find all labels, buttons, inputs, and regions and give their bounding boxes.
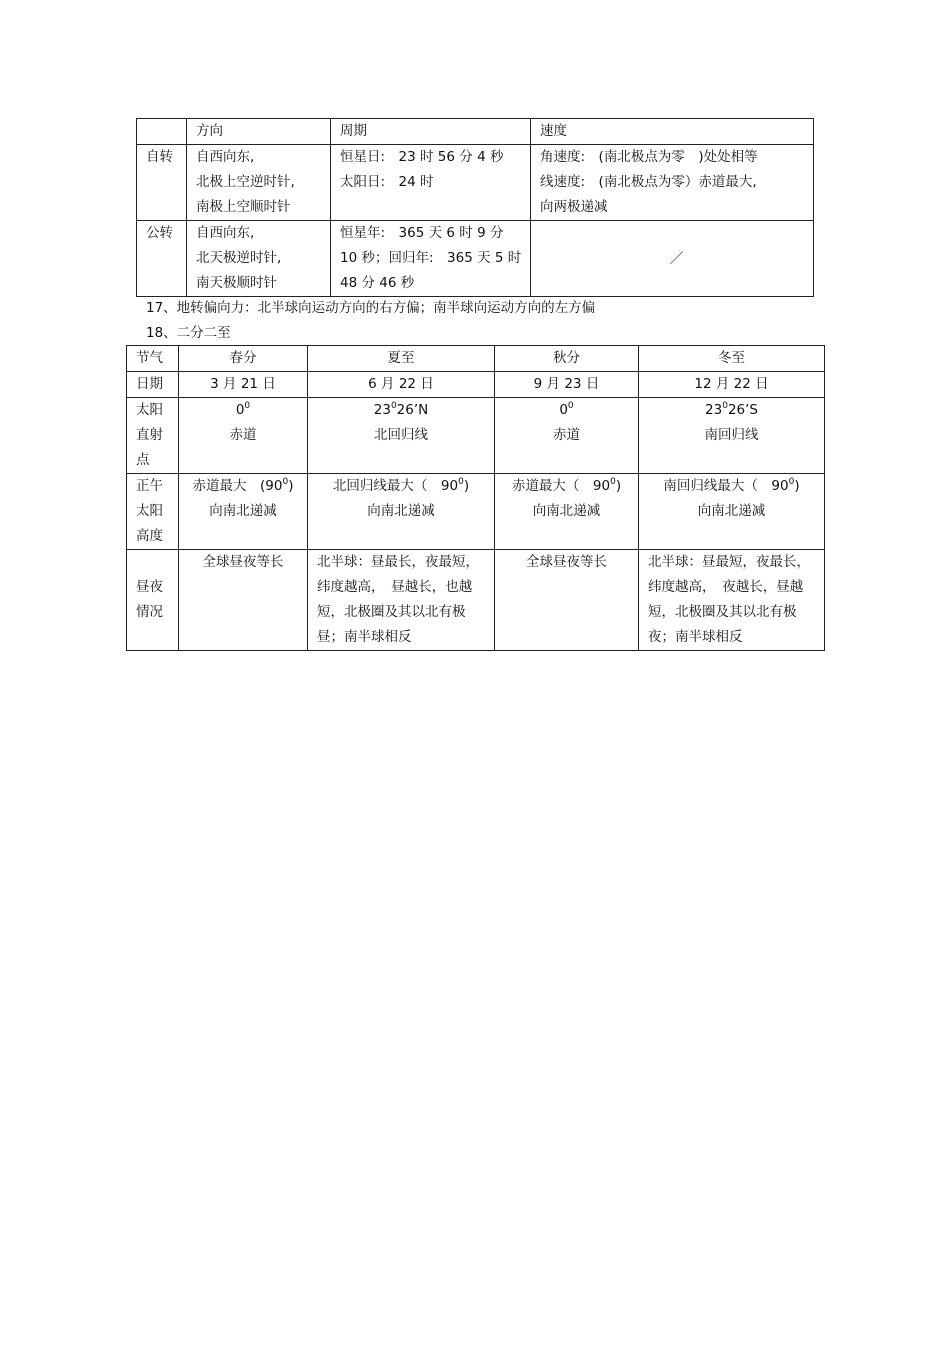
table-row	[127, 474, 825, 550]
table-row	[127, 372, 825, 398]
header-cell	[137, 119, 187, 145]
altitude-cell: 南回归线最大（ $90^0$) 向南北递减	[639, 474, 825, 550]
header-cell: 节气	[127, 346, 179, 372]
day-night-cell: 全球昼夜等长	[179, 550, 308, 651]
speed-cell: 角速度: (南北极点为零 )处处相等 线速度: (南北极点为零）赤道最大, 向两极递减	[531, 145, 814, 221]
altitude-cell: 北回归线最大（ $90^0$) 向南北递减	[308, 474, 495, 550]
table-header-row	[137, 119, 814, 145]
row-label: 自转	[137, 145, 187, 221]
table-row	[127, 550, 825, 651]
day-night-cell: 北半球：昼最长，夜最短，纬度越高， 昼越长，也越短，北极圈及其以北有极昼；南半球相反	[308, 550, 495, 651]
row-label: 公转	[137, 221, 187, 297]
header-cell: 速度	[531, 119, 814, 145]
header-cell: 秋分	[495, 346, 639, 372]
altitude-cell: 赤道最大（ $90^0$) 向南北递减	[495, 474, 639, 550]
header-cell: 夏至	[308, 346, 495, 372]
period-cell: 恒星年: 365 天 6 时 9 分 10 秒；回归年: 365 天 5 时 48 分 46 秒	[331, 221, 531, 297]
date-cell: 9 月 23 日	[495, 372, 639, 398]
row-label: 太阳 直射 点	[127, 398, 179, 474]
period-cell: 恒星日: 23 时 56 分 4 秒 太阳日: 24 时	[331, 145, 531, 221]
row-label: 日期	[127, 372, 179, 398]
direct-point-cell: $0^0$ 赤道	[179, 398, 308, 474]
direct-point-cell: $23^026’S$ 南回归线	[639, 398, 825, 474]
paragraph-18: 18、二分二至	[146, 325, 231, 341]
table-row	[137, 145, 814, 221]
altitude-cell: 赤道最大 $(90^0)$ 向南北递减	[179, 474, 308, 550]
header-cell: 冬至	[639, 346, 825, 372]
date-cell: 6 月 22 日	[308, 372, 495, 398]
header-cell: 周期	[331, 119, 531, 145]
day-night-cell: 全球昼夜等长	[495, 550, 639, 651]
direct-point-cell: $0^0$ 赤道	[495, 398, 639, 474]
table-row	[127, 398, 825, 474]
date-cell: 12 月 22 日	[639, 372, 825, 398]
header-cell: 春分	[179, 346, 308, 372]
header-cell: 方向	[187, 119, 331, 145]
direction-cell: 自西向东, 北极上空逆时针, 南极上空顺时针	[187, 145, 331, 221]
date-cell: 3 月 21 日	[179, 372, 308, 398]
table-row	[137, 221, 814, 297]
row-label: 昼夜 情况	[127, 550, 179, 651]
equinox-solstice-table	[126, 345, 825, 651]
row-label: 正午 太阳 高度	[127, 474, 179, 550]
table-header-row	[127, 346, 825, 372]
paragraph-17: 17、地转偏向力：北半球向运动方向的右方偏；南半球向运动方向的左方偏	[146, 300, 596, 316]
direction-cell: 自西向东, 北天极逆时针, 南天极顺时针	[187, 221, 331, 297]
day-night-cell: 北半球：昼最短，夜最长，纬度越高， 夜越长，昼越短，北极圈及其以北有极夜；南半球相反	[639, 550, 825, 651]
speed-cell: ／	[531, 221, 814, 297]
rotation-revolution-table	[136, 118, 814, 297]
direct-point-cell: $23^026’N$ 北回归线	[308, 398, 495, 474]
